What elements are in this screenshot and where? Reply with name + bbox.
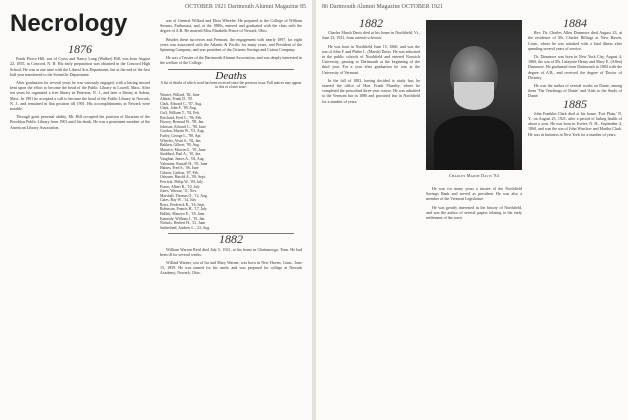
death-entry: Jones, Watson, '11, Nov.	[160, 189, 197, 194]
class-year-1884: 1884	[563, 16, 587, 30]
death-entry: Clark, Edward C., '87, Aug.	[160, 101, 203, 106]
class-year-1882: 1882	[359, 16, 383, 30]
death-entry: Kennedy, William J., '19, Jan.	[160, 216, 206, 221]
death-entry: Gates, Ray W., '14, July	[160, 198, 197, 203]
death-entry: Warner, Willard, '82, June	[160, 92, 200, 97]
paragraph: Rev. Dr. Charles Allen Dinsmore died August 23, at the residence of Mr. Charles Billings at New Haven, Conn., where he was attacked with a fatal illness after spending several years of service.	[528, 30, 622, 51]
death-entry: Sutherland, Andrew L., '23, Aug.	[160, 225, 211, 230]
death-entry: Haines, Fred S., '06, June	[160, 166, 199, 171]
death-entry: Wheeler, Alvin S., '92, Jan.	[160, 138, 202, 143]
paragraph: He was the author of several works on Dante, among them 'The Teachings of Dante' and 'Aids to the Study of Dante'.	[528, 83, 622, 99]
paragraph: After graduation for several years he was variously engaged, with a lasting inward bent upon the effort to become the head of the Public Library in Lowell, Mass. After ten years he organized a free library in Paterson, N. J., and later a library at Salem, Mass. In 1901 he accepted a call to become the head of the Public Library in Newark, N. J., and remained in that position till 1901. His accomplishments in Newark were notable.	[10, 80, 150, 112]
class-year-1876: 1876	[68, 42, 92, 56]
paragraph: Besides these successes and Fremont, the engagement with nearly 1897, for eight years was associated with the Atlantic & Pacific for many years, and President of the Spinning Company, and was president of the Citizens Savings and Cotton Company.	[160, 36, 302, 53]
paragraph: John Franklin Clark died at his home, 'Fort Plain,' N. Y., on August 25, 1921, after a period of failing health of about a year. He was born in Exeter, N. H., September 4, 1860, and was the son of John Winslow and Martha Clark. He was in business in New York for a number of years.	[528, 110, 622, 137]
deaths-note: A list of deaths of which word has been received since the previous issue. Full notices may appear in this or a later issue.	[160, 80, 302, 90]
death-entry: Valentine, Russell H., '05, June	[160, 161, 208, 166]
deaths-heading: Deaths	[215, 69, 247, 82]
paragraph: son of General Willard and Eliza Wheeler. He prepared at the College of William Stearns, Enthusiast, and, at the 1880s, entered and graduated with the class with the degree of A.B. He married Miss Elizabeth Prince of Newark, Ohio.	[160, 18, 302, 34]
article-column-1	[322, 18, 420, 107]
death-entry: Marshall, Thomas O., '12, Aug.	[160, 193, 208, 198]
right-page	[316, 0, 628, 420]
death-entry: Clark, John F., '89, Aug.	[160, 106, 197, 111]
death-entry: Johnson, Edward C., '98, June	[160, 124, 206, 129]
death-entry: Bakken, Gilbert, '99, Aug.	[160, 143, 200, 148]
paragraph: He was for many years a trustee of the Northfield Savings Bank and served as president. He was also a member of the Vermont Legislature.	[426, 186, 522, 202]
death-entry: Gibson, Carlton, '07, Feb.	[160, 170, 200, 175]
death-entry: Hallett, Maurice E., '18, June	[160, 212, 205, 217]
portrait-beard	[454, 82, 494, 110]
death-entry: Robinson, Francis H., '17, July	[160, 207, 207, 212]
death-entry: Maurice, Marvin G., '01, June	[160, 147, 206, 152]
portrait-coat	[434, 116, 514, 170]
paragraph: Charles Marsh Davis died at his home in Northfield, Vt., June 23, 1921, from arterial sclerosis.	[322, 30, 420, 41]
paragraph: Willard Warner, son of Ira and Mary Warner, was born in New Haven, Conn., June 15, 1859. He was named for his uncle, and was prepared for college at Newark Academy, Newark, Ohio.	[160, 260, 302, 276]
death-entry: Nichols, Herbert H., '21, June	[160, 221, 206, 226]
death-entry: Vaughan, James A., '04, Aug.	[160, 156, 205, 161]
paragraph: He was a Trustee of the Dartmouth Alumni Association, and was deeply interested in the welfare of the College.	[160, 55, 302, 66]
paragraph: In the fall of 1883, having decided to study law, he entered the office of Hon. Frank Plumley, where he completed the prescribed three-year course. He was admitted to the Vermont bar in 1886 and practised law in Northfield for a number of years.	[322, 77, 420, 104]
death-entry: Pritchard, Fred C., '96, Feb.	[160, 115, 203, 120]
class-year-1882: 1882	[219, 232, 243, 247]
paragraph: He was born in Northfield June 15, 1860, and was the son of John F. and Phebe L. (Marsh) Davis. He was educated in the public schools of Northfield and entered Norwich University, passing to Dartmouth at the beginning of the third year. For a year after graduation he was at the University of Vermont.	[322, 43, 420, 75]
portrait-caption: Charles Marsh Davis '84	[448, 173, 500, 178]
paragraph: Frank Pierce Hill, son of Cyrus and Nancy Long (Walker) Hill, was born August 22, 1855, in Concord, N. H. His early preparation was obtained in the Concord High School. He was at one time with the Liberal Arts Department, but at the end of the first half year transferred to the Scientific Department.	[10, 56, 150, 77]
article-column-2	[426, 186, 522, 223]
article-column-1	[10, 44, 150, 133]
running-head-left: OCTOBER 1921 Dartmouth Alumni Magazine 85	[184, 4, 306, 10]
running-head-right: 86 Dartmouth Alumni Magazine OCTOBER 1921	[322, 4, 444, 10]
article-column-2	[160, 18, 302, 279]
death-entry: Roux, Frederick R., '16, Sept.	[160, 202, 206, 207]
death-entry: Percival, Philip W., '09, July	[160, 179, 204, 184]
article-column-3	[528, 18, 622, 140]
death-entry: Fraser, Albert R., '10, July	[160, 184, 200, 189]
class-year-1885: 1885	[563, 96, 587, 111]
death-entry: Abbott, Frank D., '85	[160, 97, 193, 102]
left-page	[0, 0, 312, 420]
portrait-photo	[426, 20, 522, 170]
death-entry: Osborne, Harold A., '09, Sept.	[160, 175, 206, 180]
death-entry: Fitzroy, Bernard W., '98, Jan.	[160, 120, 205, 125]
death-entry: Cuff, William T., '92, Feb.	[160, 111, 200, 116]
paragraph: He was greatly interested in the history of Northfield, and was the author of several papers relating to the early settlement of the town.	[426, 204, 522, 221]
paragraph: William Warren Reid died July 5, 1921, at his home in Chattanooga, Tenn. He had been ill for several weeks.	[160, 246, 302, 257]
deaths-list	[160, 93, 302, 231]
paragraph: Dr. Dinsmore was born in New York City, August 4, 1860, the son of Mr. Lafayette Henry and Mary E. (Allen) Dinsmore. He graduated from Dartmouth in 1884 with the degree of A.B., and received the degree of Doctor of Divinity.	[528, 54, 622, 80]
death-entry: Stoddard, Paul A., '10, Jan.	[160, 152, 202, 157]
death-entry: Gordon, Martin W., '01, Aug.	[160, 129, 205, 134]
page-title: Necrology	[10, 10, 128, 37]
death-entry: Farley, George L., '98, Apr.	[160, 133, 202, 138]
paragraph: Through great personal ability, Mr. Hill occupied the position of librarian of the Brooklyn Public Library from 1901 until his death. He was a prominent member of the American Library Association.	[10, 114, 150, 130]
